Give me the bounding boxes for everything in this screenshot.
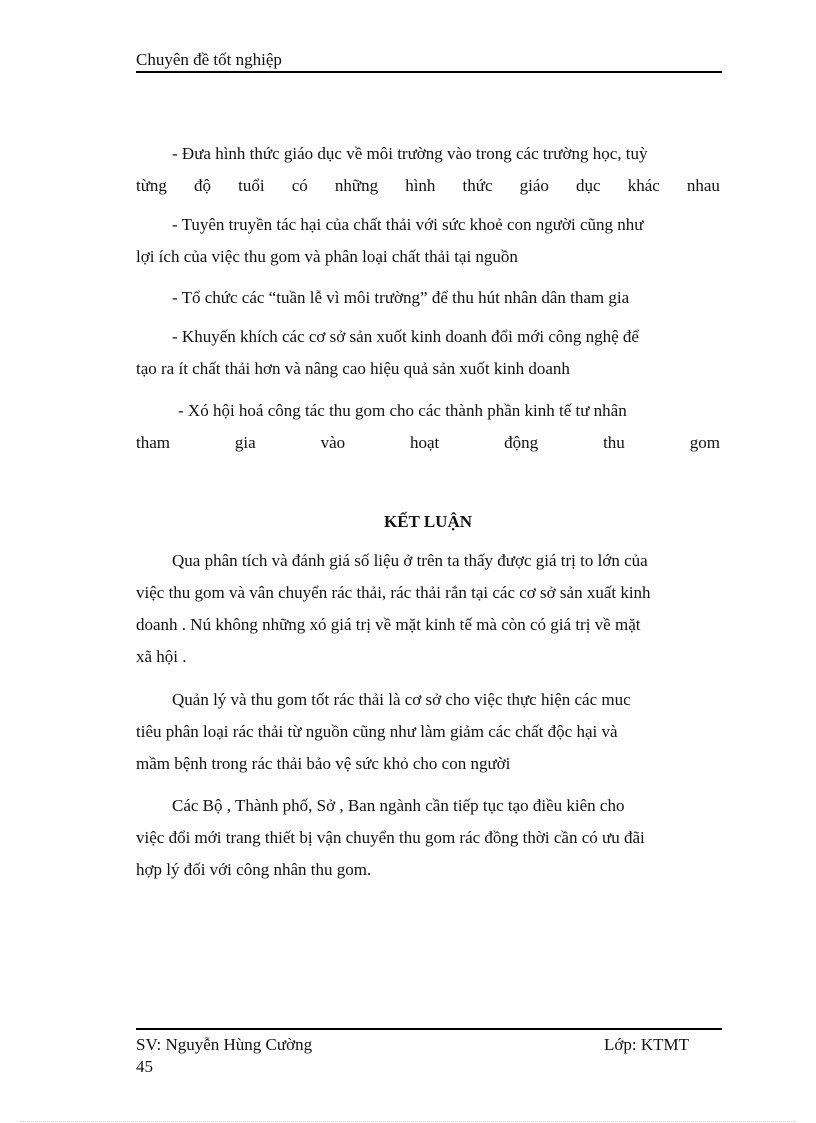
bullet-item (136, 209, 720, 273)
paragraph-line: xã hội . (136, 647, 187, 666)
conclusion-paragraph (136, 790, 720, 886)
paragraph-line: Các Bộ , Thành phố, Sở , Ban ngành cần tiếp tục tạo điều kiên cho (172, 796, 625, 815)
word: vào (320, 433, 346, 452)
word: gia (234, 433, 256, 452)
paragraph-line: việc đổi mới trang thiết bị vận chuyển thu gom rác đồng thời cần có ưu đãi (136, 828, 645, 847)
footer-class: Lớp: KTMT (604, 1035, 690, 1054)
conclusion-paragraph (136, 684, 720, 780)
footer-rule (136, 1028, 722, 1030)
header-rule (136, 71, 722, 73)
word: hình (405, 176, 436, 195)
header-title: Chuyên đề tốt nghiệp (136, 50, 282, 69)
word: từng (136, 176, 167, 195)
paragraph-line: doanh . Nú không những xó giá trị về mặt kinh tế mà còn có giá trị về mặt (136, 615, 641, 634)
word: có (291, 176, 308, 195)
bullet-line: - Tổ chức các “tuần lễ vì môi trường” để thu hút nhân dân tham gia (172, 288, 630, 307)
page-edge-divider (20, 1121, 796, 1122)
bullet-line: lợi ích của việc thu gom và phân loại chất thải tại nguồn (136, 247, 518, 266)
word: động (504, 433, 539, 452)
bullet-item (136, 395, 720, 459)
word: thức (462, 176, 493, 195)
bullet-line: - Xó hội hoá công tác thu gom cho các thành phần kinh tế tư nhân (178, 401, 627, 420)
word: giáo (519, 176, 549, 195)
bullet-line-justified (136, 170, 720, 202)
word: tuổi (238, 176, 265, 195)
bullet-line: - Khuyến khích các cơ sở sản xuốt kinh doanh đổi mới công nghệ để (172, 327, 639, 346)
word: những (334, 176, 379, 195)
bullet-item (136, 321, 720, 385)
footer-student: SV: Nguyễn Hùng Cường (136, 1035, 313, 1054)
conclusion-heading: KẾT LUẬN (383, 512, 472, 531)
conclusion-paragraph (136, 545, 720, 673)
paragraph-line: Quản lý và thu gom tốt rác thải là cơ sở cho việc thực hiện các muc (172, 690, 631, 709)
word: dục (576, 176, 601, 195)
page-number: 45 (136, 1057, 153, 1076)
paragraph-line: tiêu phân loại rác thải từ nguồn cũng như làm giảm các chất độc hại và (136, 722, 618, 741)
word: khác (627, 176, 660, 195)
bullet-line-justified (136, 427, 720, 459)
bullet-line: - Tuyên truyền tác hại của chất thải với sức khoẻ con người cũng như (172, 215, 644, 234)
paragraph-line: Qua phân tích và đánh giá số liệu ở trên ta thấy được giá trị to lớn của (172, 551, 648, 570)
paragraph-line: mầm bệnh trong rác thải bảo vệ sức khỏ cho con người (136, 754, 511, 773)
bullet-line: - Đưa hình thức giáo dục về môi trường vào trong các trường học, tuỳ (172, 144, 648, 163)
word: thu (603, 433, 625, 452)
paragraph-line: việc thu gom và vân chuyển rác thải, rác thải rắn tại các cơ sở sản xuất kinh (136, 583, 651, 602)
word: hoạt (410, 433, 440, 452)
word: nhau (686, 176, 720, 195)
word: tham (136, 433, 170, 452)
paragraph-line: hợp lý đối với công nhân thu gom. (136, 860, 372, 879)
word: độ (194, 176, 212, 195)
bullet-line: tạo ra ít chất thải hơn và nâng cao hiệu quả sản xuốt kinh doanh (136, 359, 570, 378)
bullet-item (136, 282, 720, 314)
bullet-item (136, 138, 720, 202)
word: gom (689, 433, 720, 452)
